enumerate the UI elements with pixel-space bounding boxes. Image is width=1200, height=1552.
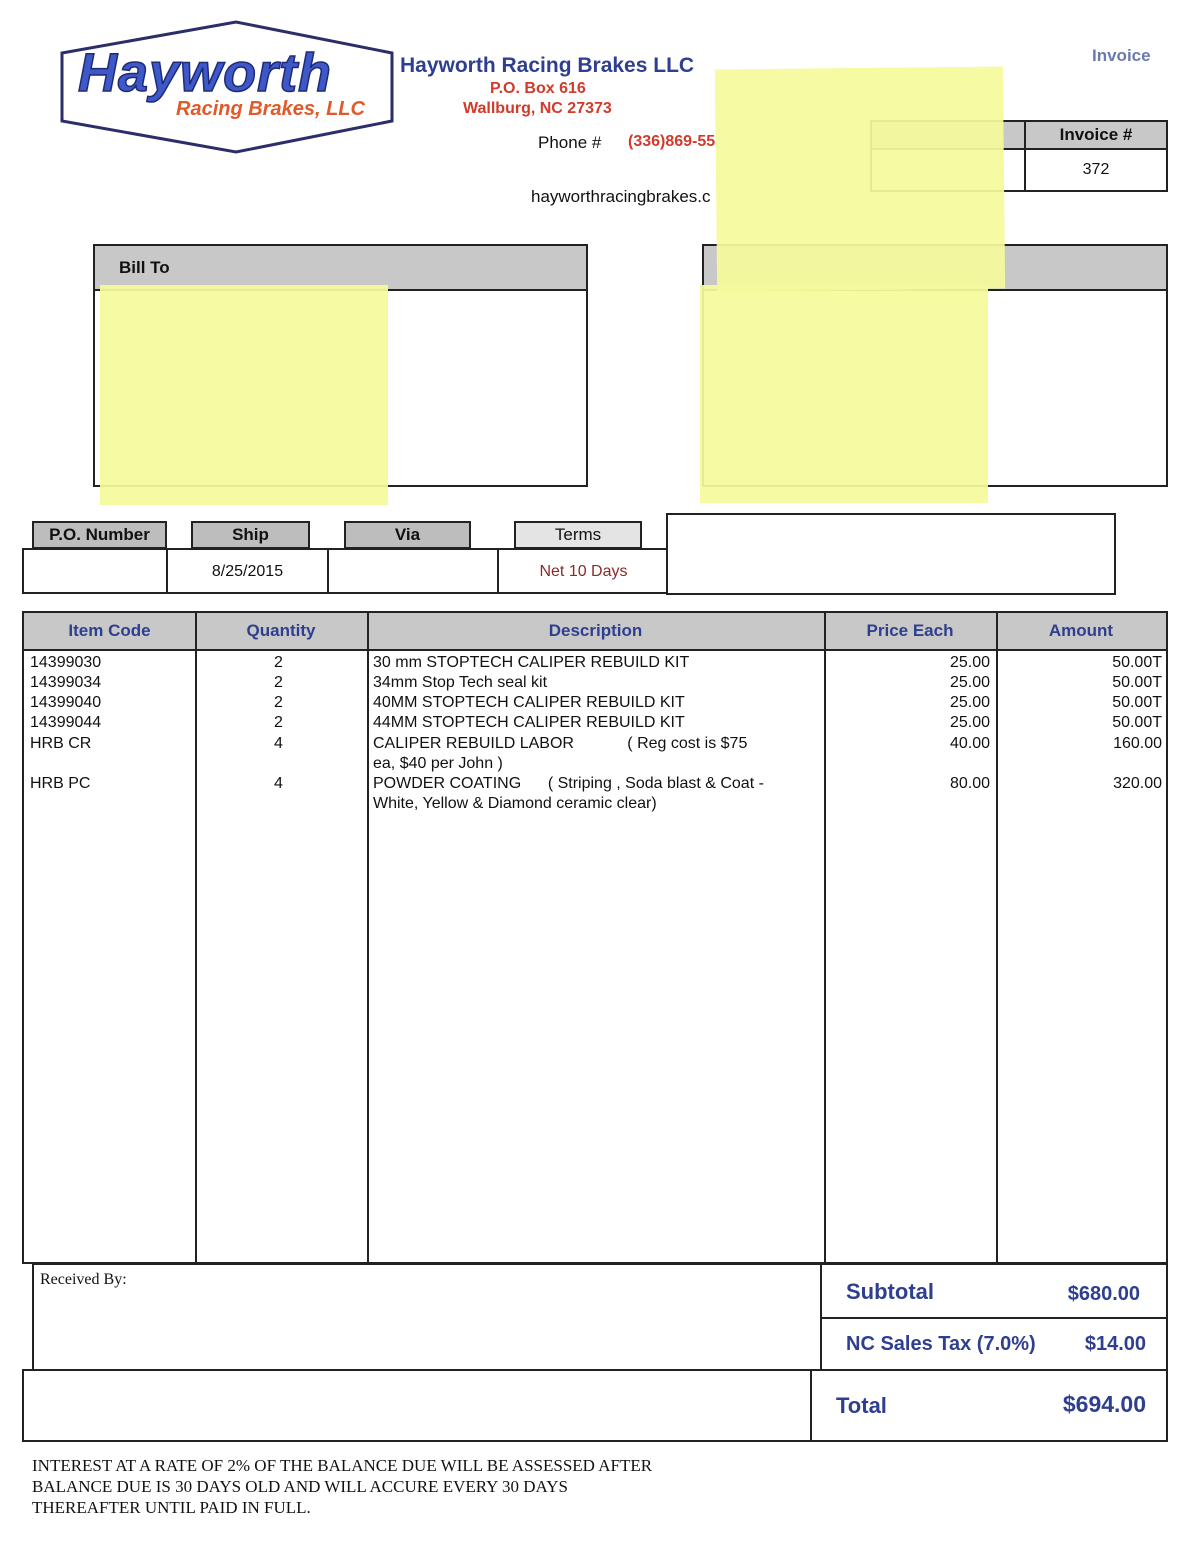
- item-code: HRB CR: [30, 735, 92, 752]
- bill-to-header: [93, 244, 588, 291]
- bottom-left-box: [22, 1369, 812, 1442]
- item-price: 25.00: [949, 674, 990, 691]
- footer-note: [32, 1455, 652, 1518]
- po-number-header: [32, 521, 167, 549]
- redaction-sticky-note-bill-to: [100, 285, 388, 505]
- logo-name: Hayworth: [78, 43, 333, 103]
- item-amount: 50.00T: [1112, 694, 1162, 711]
- ship-label: Ship: [232, 525, 269, 544]
- via-header: [344, 521, 471, 549]
- line-items-table: [22, 611, 1168, 1264]
- company-website: hayworthracingbrakes.c: [531, 187, 711, 206]
- phone-label: Phone #: [538, 133, 602, 152]
- company-po-box: P.O. Box 616: [490, 80, 586, 97]
- item-quantity: 4: [274, 735, 283, 752]
- invoice-number-box: [1024, 148, 1168, 192]
- item-price: 25.00: [949, 714, 990, 731]
- subtotal-value: $680.00: [1067, 1283, 1140, 1305]
- po-number-label: P.O. Number: [49, 525, 150, 544]
- item-code: 14399044: [30, 714, 102, 731]
- item-code: HRB PC: [30, 775, 91, 792]
- received-by-label: Received By:: [40, 1271, 127, 1288]
- tax-label: NC Sales Tax (7.0%): [846, 1333, 1036, 1355]
- item-description-continued: ea, $40 per John ): [373, 755, 503, 772]
- terms-value: Net 10 Days: [539, 563, 628, 580]
- col-header-quantity: Quantity: [246, 621, 316, 640]
- via-label: Via: [394, 525, 421, 544]
- item-quantity: 4: [274, 775, 283, 792]
- order-notes-box: [666, 513, 1116, 595]
- item-description: 30 mm STOPTECH CALIPER REBUILD KIT: [373, 654, 690, 671]
- subtotal-label: Subtotal: [846, 1279, 934, 1304]
- item-code: 14399034: [30, 674, 102, 691]
- total-label: Total: [836, 1393, 887, 1418]
- col-header-description: Description: [548, 621, 643, 640]
- company-name: Hayworth Racing Brakes LLC: [400, 54, 695, 77]
- footer-note-line: BALANCE DUE IS 30 DAYS OLD AND WILL ACCURE EVERY 30 DAYS: [32, 1477, 569, 1496]
- item-quantity: 2: [274, 674, 283, 691]
- item-amount: 50.00T: [1112, 674, 1162, 691]
- footer-note-line: INTEREST AT A RATE OF 2% OF THE BALANCE DUE WILL BE ASSESSED AFTER: [32, 1456, 653, 1475]
- item-price: 25.00: [949, 654, 990, 671]
- item-price: 80.00: [949, 775, 990, 792]
- document-title: Invoice: [1092, 46, 1151, 65]
- order-values-row: [22, 548, 668, 594]
- received-by-box: [32, 1263, 822, 1371]
- phone-number: (336)869-55: [628, 133, 716, 150]
- item-description: 40MM STOPTECH CALIPER REBUILD KIT: [373, 694, 685, 711]
- item-description: 34mm Stop Tech seal kit: [373, 674, 548, 691]
- company-logo: [58, 18, 398, 156]
- item-amount: 50.00T: [1112, 714, 1162, 731]
- col-header-item-code: Item Code: [68, 621, 151, 640]
- item-description: POWDER COATING ( Striping , Soda blast & Coat -: [373, 775, 764, 792]
- footer-note-line: THEREAFTER UNTIL PAID IN FULL.: [32, 1498, 311, 1517]
- col-header-price-each: Price Each: [866, 621, 954, 640]
- bill-to-label: Bill To: [119, 257, 170, 277]
- item-code: 14399030: [30, 654, 102, 671]
- item-quantity: 2: [274, 714, 283, 731]
- item-code: 14399040: [30, 694, 102, 711]
- company-city: Wallburg, NC 27373: [463, 100, 612, 117]
- item-description: 44MM STOPTECH CALIPER REBUILD KIT: [373, 714, 685, 731]
- terms-header: [514, 521, 642, 549]
- tax-value: $14.00: [1084, 1333, 1146, 1355]
- item-price: 25.00: [949, 694, 990, 711]
- invoice-number-value: 372: [1082, 161, 1110, 178]
- item-amount: 160.00: [1113, 735, 1162, 752]
- item-amount: 50.00T: [1112, 654, 1162, 671]
- redaction-sticky-note-header: [715, 66, 1005, 291]
- total-box: [810, 1369, 1168, 1442]
- item-description: CALIPER REBUILD LABOR ( Reg cost is $75: [373, 735, 748, 752]
- invoice-number-header: [1024, 120, 1168, 150]
- item-amount: 320.00: [1113, 775, 1162, 792]
- terms-label: Terms: [554, 525, 602, 544]
- item-quantity: 2: [274, 694, 283, 711]
- logo-subtitle: Racing Brakes, LLC: [176, 98, 365, 120]
- item-quantity: 2: [274, 654, 283, 671]
- totals-box: [820, 1263, 1168, 1371]
- item-description-continued: White, Yellow & Diamond ceramic clear): [373, 795, 657, 812]
- col-header-amount: Amount: [1048, 621, 1114, 640]
- total-value: $694.00: [1062, 1391, 1146, 1417]
- ship-date-value: 8/25/2015: [211, 563, 284, 580]
- invoice-number-label: Invoice #: [1059, 125, 1133, 144]
- item-price: 40.00: [949, 735, 990, 752]
- ship-header: [191, 521, 310, 549]
- redaction-sticky-note-ship-to: [700, 285, 988, 503]
